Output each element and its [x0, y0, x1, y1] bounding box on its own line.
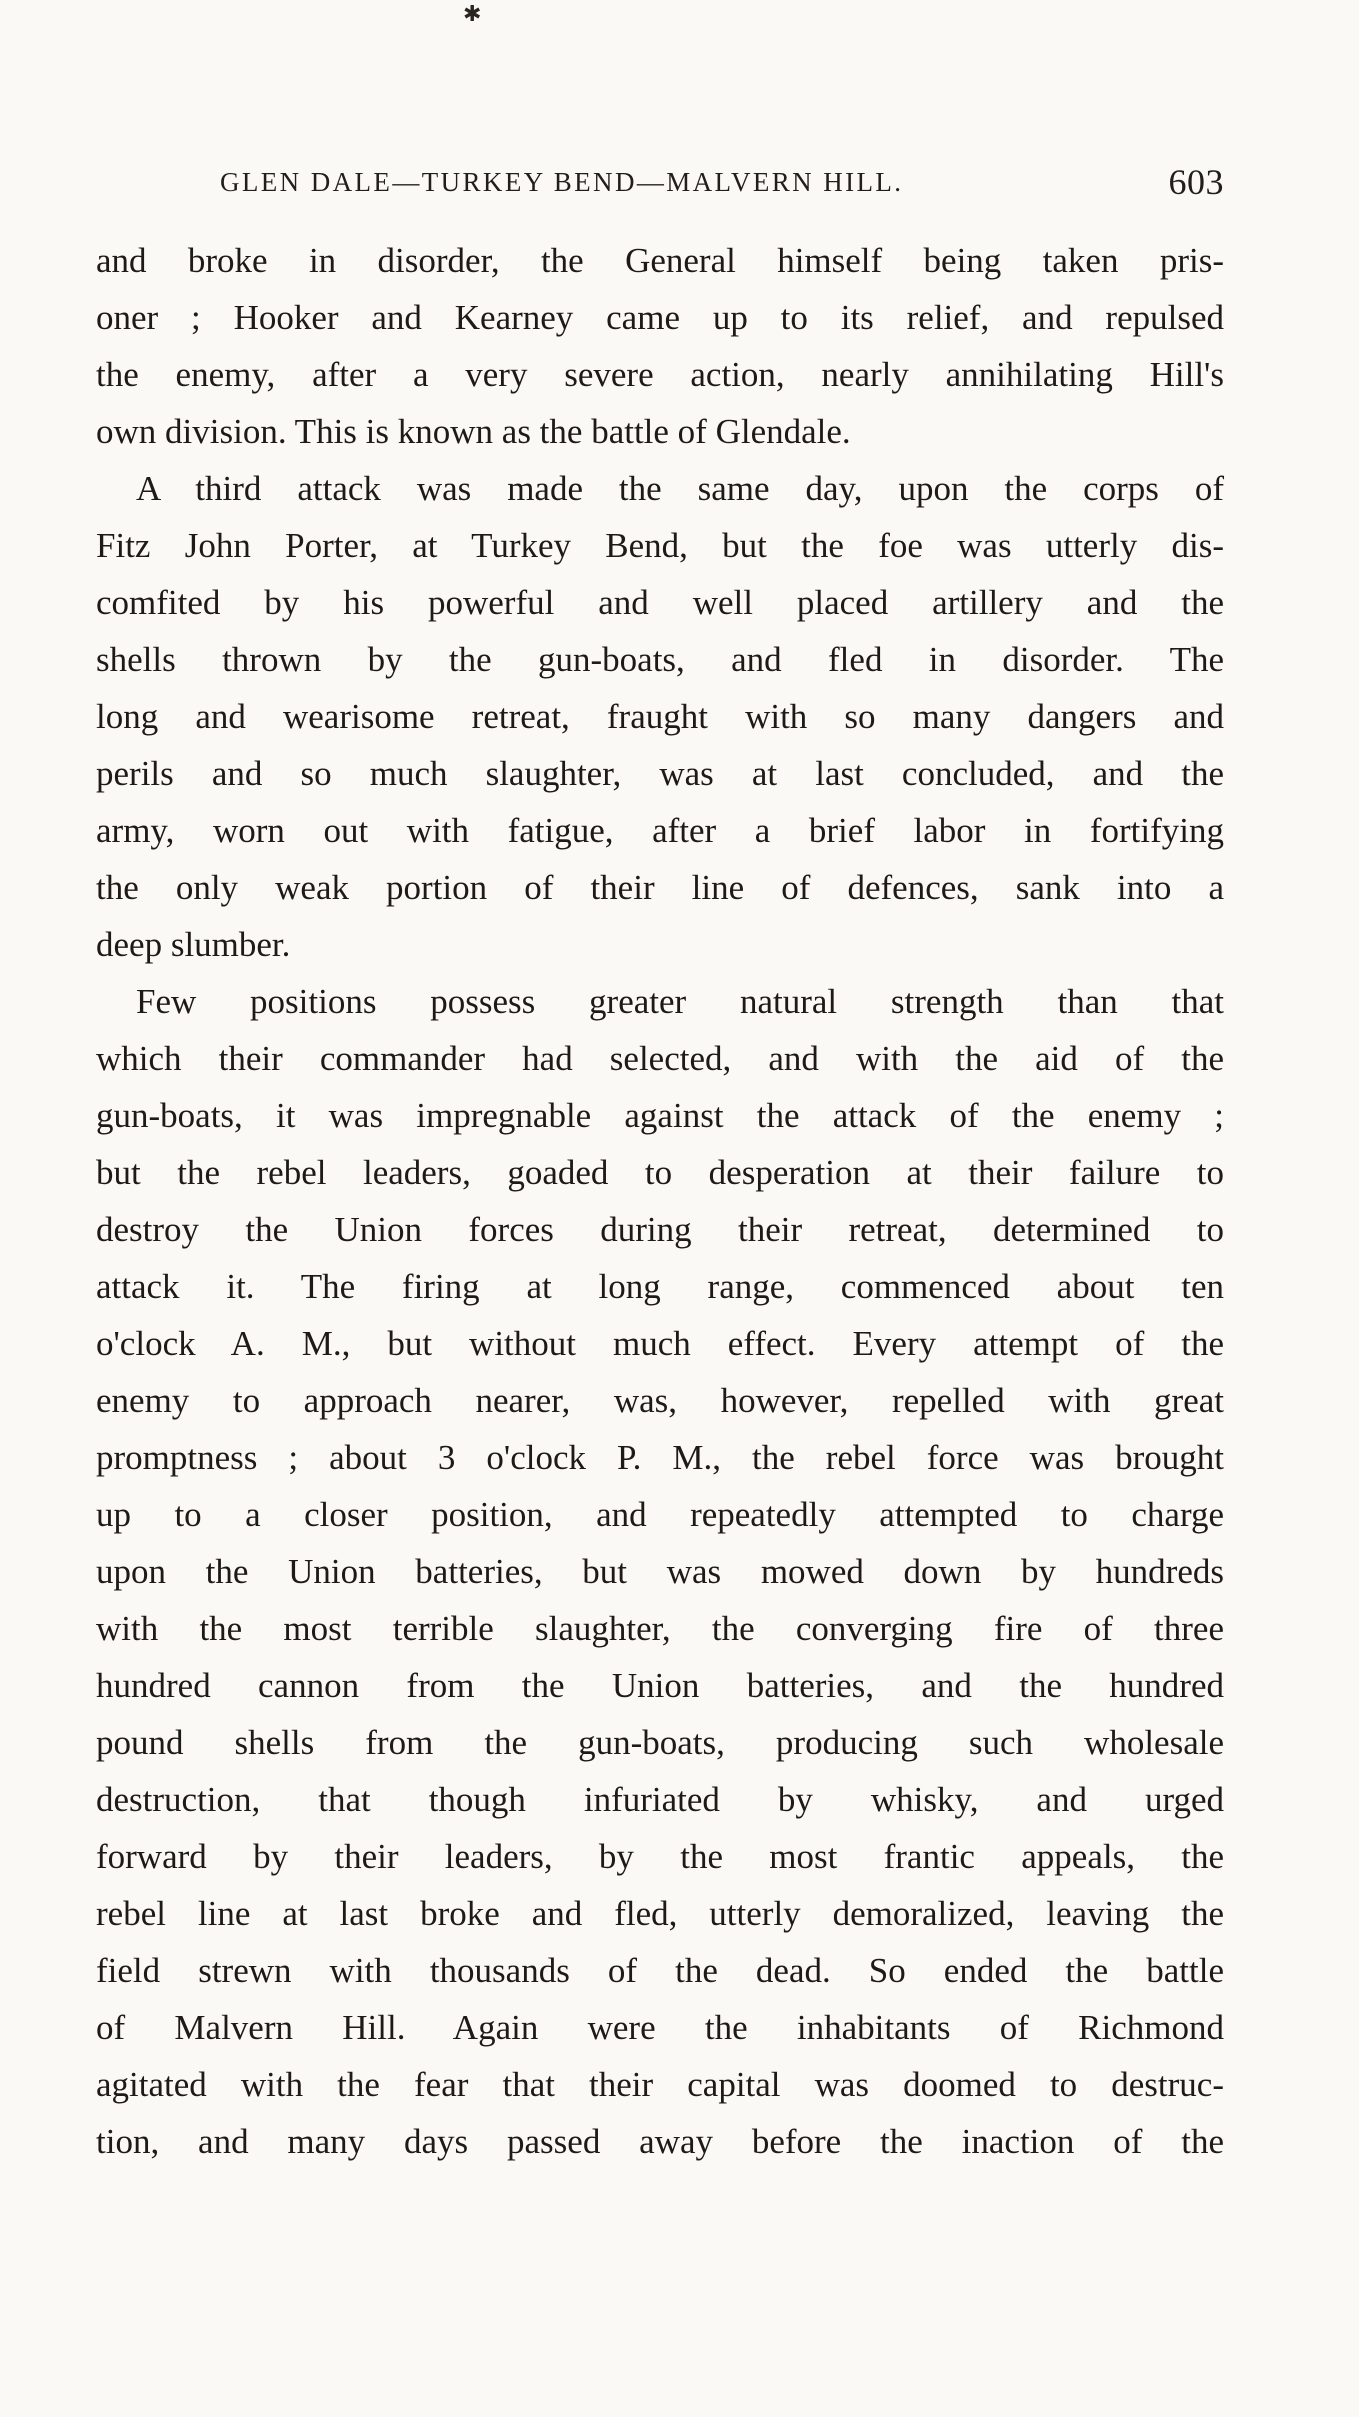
body-text — [96, 232, 1224, 2170]
text-line: own division. This is known as the battle of Glendale. — [96, 412, 851, 451]
text-line: of Malvern Hill. Again were the inhabitants of Richmond — [96, 2008, 1224, 2047]
text-line: agitated with the fear that their capital was doomed to destruc- — [96, 2065, 1224, 2104]
text-line: the enemy, after a very severe action, nearly annihilating Hill's — [96, 355, 1224, 394]
ornament-mark: ✱ — [463, 2, 482, 27]
text-line: perils and so much slaughter, was at last concluded, and the — [96, 754, 1224, 793]
text-line: Fitz John Porter, at Turkey Bend, but the foe was utterly dis- — [96, 526, 1224, 565]
text-line: enemy to approach nearer, was, however, repelled with great — [96, 1381, 1224, 1420]
text-line: o'clock A. M., but without much effect. Every attempt of the — [96, 1324, 1224, 1363]
text-line: hundred cannon from the Union batteries, and the hundred — [96, 1666, 1224, 1705]
text-line: pound shells from the gun-boats, producing such wholesale — [96, 1723, 1224, 1762]
text-line: destruction, that though infuriated by whisky, and urged — [96, 1780, 1224, 1819]
text-line: Few positions possess greater natural strength than that — [136, 982, 1224, 1021]
running-title: GLEN DALE—TURKEY BEND—MALVERN HILL. — [220, 167, 904, 197]
text-line: oner ; Hooker and Kearney came up to its relief, and repulsed — [96, 298, 1224, 337]
paragraph-3 — [96, 973, 1224, 2170]
text-line: field strewn with thousands of the dead. So ended the battle — [96, 1951, 1224, 1990]
text-line: which their commander had selected, and with the aid of the — [96, 1039, 1224, 1078]
paragraph-1 — [96, 232, 1224, 460]
text-line: deep slumber. — [96, 925, 291, 964]
text-line: comfited by his powerful and well placed artillery and the — [96, 583, 1224, 622]
text-line: but the rebel leaders, goaded to desperation at their failure to — [96, 1153, 1224, 1192]
text-line: up to a closer position, and repeatedly attempted to charge — [96, 1495, 1224, 1534]
text-line: promptness ; about 3 o'clock P. M., the rebel force was brought — [96, 1438, 1224, 1477]
text-line: rebel line at last broke and fled, utterly demoralized, leaving the — [96, 1894, 1224, 1933]
text-line: destroy the Union forces during their retreat, determined to — [96, 1210, 1224, 1249]
text-line: and broke in disorder, the General himself being taken pris- — [96, 241, 1224, 280]
text-line: army, worn out with fatigue, after a brief labor in fortifying — [96, 811, 1224, 850]
text-line: shells thrown by the gun-boats, and fled in disorder. The — [96, 640, 1224, 679]
text-line: forward by their leaders, by the most frantic appeals, the — [96, 1837, 1224, 1876]
paragraph-2 — [96, 460, 1224, 973]
text-line: long and wearisome retreat, fraught with so many dangers and — [96, 697, 1224, 736]
text-line: attack it. The firing at long range, commenced about ten — [96, 1267, 1224, 1306]
text-line: upon the Union batteries, but was mowed down by hundreds — [96, 1552, 1224, 1591]
text-line: gun-boats, it was impregnable against the attack of the enemy ; — [96, 1096, 1224, 1135]
page-number: 603 — [1168, 162, 1224, 202]
running-header — [220, 160, 1224, 204]
text-line: with the most terrible slaughter, the converging fire of three — [96, 1609, 1224, 1648]
text-line: the only weak portion of their line of defences, sank into a — [96, 868, 1224, 907]
text-line: A third attack was made the same day, upon the corps of — [136, 469, 1224, 508]
text-line: tion, and many days passed away before the inaction of the — [96, 2122, 1224, 2161]
